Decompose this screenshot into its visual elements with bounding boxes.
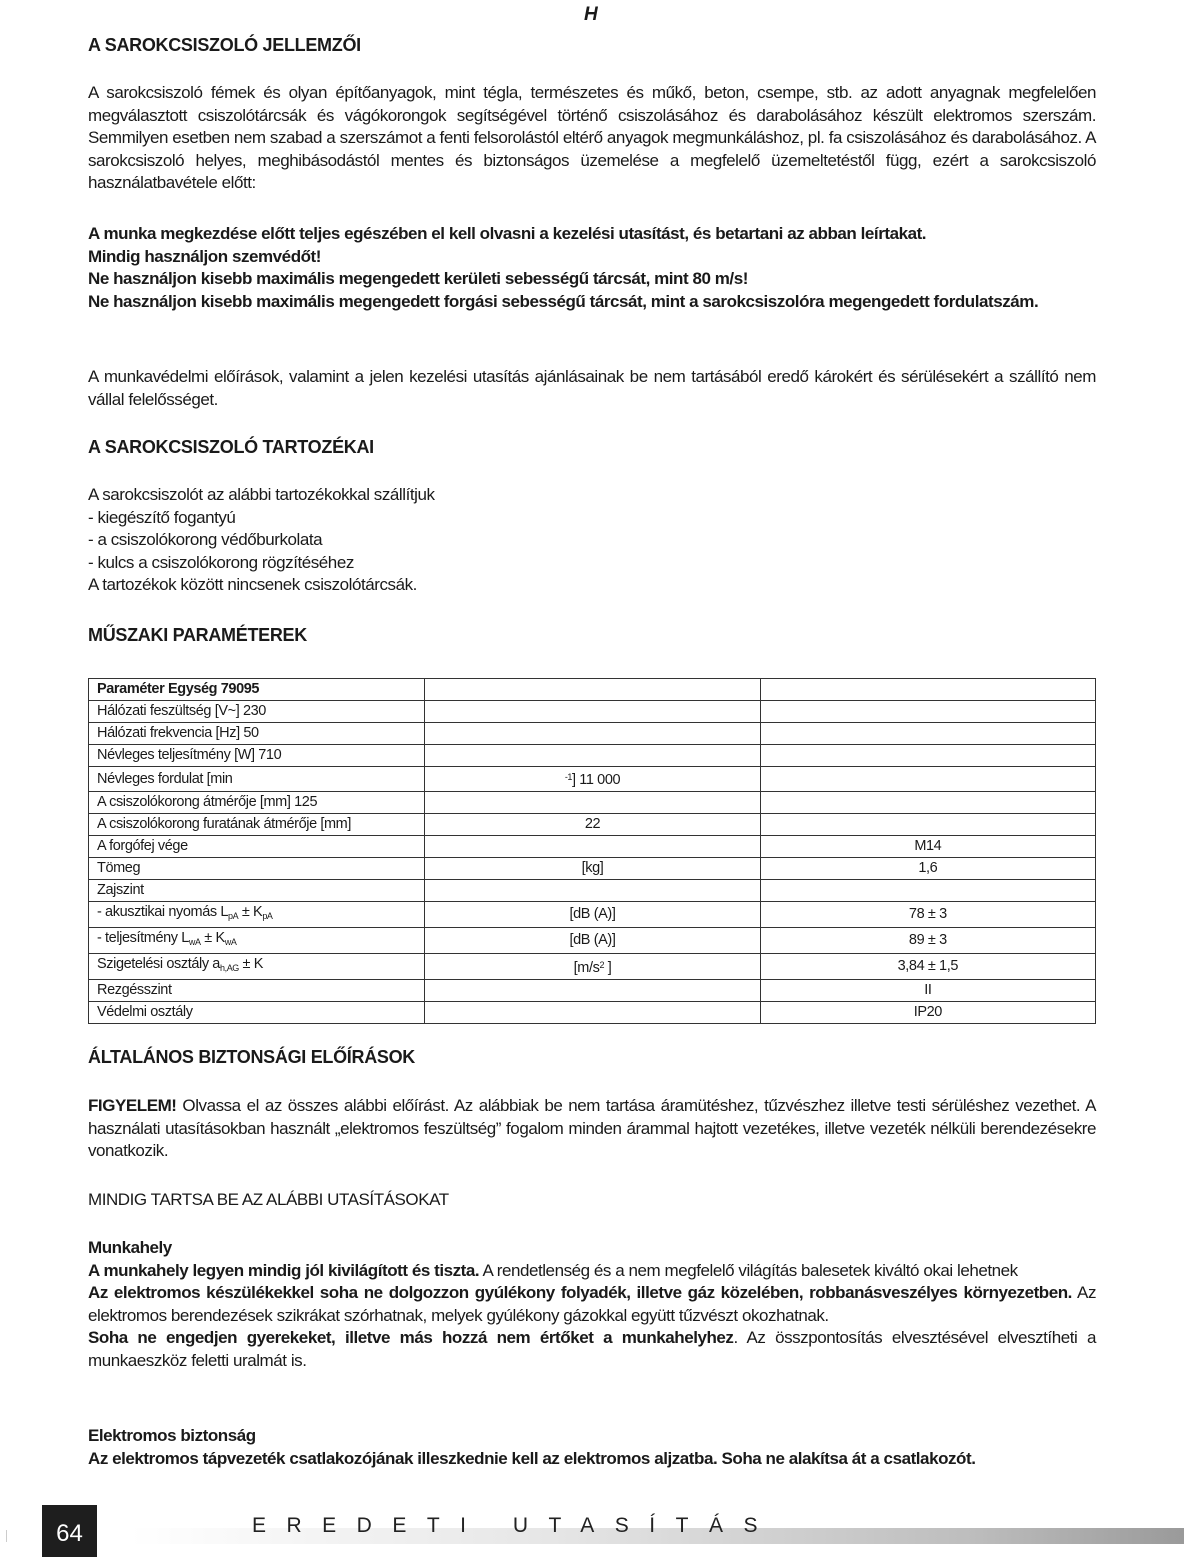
section-heading: A SAROKCSISZOLÓ TARTOZÉKAI xyxy=(88,437,374,457)
text-run: [m/s xyxy=(573,959,600,976)
text-run: - a csiszolókorong védőburkolata xyxy=(88,530,323,549)
table-cell xyxy=(89,928,425,954)
table-cell xyxy=(425,902,760,928)
table-cell xyxy=(89,954,425,980)
table-cell xyxy=(425,980,760,1002)
table-cell xyxy=(760,814,1095,836)
text-run: ± K xyxy=(200,930,225,946)
text-run: M14 xyxy=(914,838,942,854)
text-run: [dB (A)] xyxy=(569,932,616,948)
text-run: ± K xyxy=(238,904,263,920)
text-run: Hálózati frekvencia [Hz] 50 xyxy=(97,725,259,741)
text-run: Zajszint xyxy=(97,882,144,898)
table-cell xyxy=(425,880,760,902)
text-run: [dB (A)] xyxy=(569,906,616,922)
text-run: - akusztikai nyomás L xyxy=(97,904,229,920)
table-row xyxy=(89,902,1096,928)
text-run: 3,84 ± 1,5 xyxy=(897,958,959,974)
bold-text: Ne használjon kisebb maximális megengedett forgási sebességű tárcsát, mint a sarokcsiszolóra megengedett fordulatszám. xyxy=(88,291,1039,311)
text-run: A sarokcsiszoló fémek és olyan építőanyagok, mint tégla, természetes és műkő, beton, csempe, stb. az adott anyagnak megfelelően megválasztott csiszolótárcsák és vágókorongok segítségével történő csiszolásához és darabolásához készült elektromos szerszám. Semmilyen esetben nem szabad a szerszámot a fenti felsorolástól eltérő anyagok megmunkáláshoz, pl. fa csiszolásához és darabolásához. A sarokcsiszoló helyes, meghibásodástól mentes és biztonságos üzemelése a megfelelő üzemeltetéstől függ, ezért a sarokcsiszoló használatbavétele előtt: xyxy=(88,83,1096,192)
text-run: pA xyxy=(262,911,273,921)
table-cell xyxy=(425,701,760,723)
text-run: - teljesítmény L xyxy=(97,930,189,946)
bold-text: Munkahely xyxy=(88,1238,172,1257)
table-cell xyxy=(89,701,425,723)
table-row xyxy=(89,792,1096,814)
table-row xyxy=(89,767,1096,792)
text-run: A csiszolókorong furatának átmérője [mm] xyxy=(97,816,351,832)
text-run: Védelmi osztály xyxy=(97,1004,193,1020)
text-run: 1,6 xyxy=(918,860,938,876)
text-run: 89 ± 3 xyxy=(908,932,947,948)
text-run: Rezgésszint xyxy=(97,982,172,998)
table-row xyxy=(89,858,1096,880)
table-row xyxy=(89,928,1096,954)
table-cell xyxy=(89,745,425,767)
text-run: A rendetlenség és a nem megfelelő világítás balesetek kiváltó okai lehetnek xyxy=(479,1260,1018,1280)
table-cell xyxy=(89,723,425,745)
table-cell xyxy=(760,679,1095,701)
page-number: 64 xyxy=(42,1505,97,1557)
bold-text: A munka megkezdése előtt teljes egészében el kell olvasni a kezelési utasítást, és betartani az abban leírtakat. xyxy=(88,224,927,243)
paragraph xyxy=(88,1425,1096,1470)
table-cell xyxy=(89,767,425,792)
table-cell xyxy=(425,954,760,980)
text-run: Olvassa el az összes alábbi előírást. Az alábbiak be nem tartása áramütéshez, tűzvészhez illetve testi sérüléshez vezethet. A használati utasításokban használt „elektromos feszültség” fogalom minden árammal hajtott vezetékes, illetve vezeték nélküli berendezésekre vonatkozik. xyxy=(88,1096,1096,1160)
text-run: MINDIG TARTSA BE AZ ALÁBBI UTASÍTÁSOKAT xyxy=(88,1190,449,1209)
table-row xyxy=(89,980,1096,1002)
table-cell xyxy=(89,679,425,701)
table-cell xyxy=(760,723,1095,745)
table-cell xyxy=(425,1002,760,1024)
bold-text: Ne használjon kisebb maximális megengedett kerületi sebességű tárcsát, mint 80 m/s! xyxy=(88,269,748,288)
text-run: Az elektromos berendezések szikrákat szórhatnak, melyek gyúlékony gázokkal együtt tűzvészt okozhatnak. xyxy=(88,1283,1096,1325)
table-cell xyxy=(760,880,1095,902)
table-cell xyxy=(425,814,760,836)
table-cell xyxy=(760,980,1095,1002)
table-cell xyxy=(425,767,760,792)
text-run: A forgófej vége xyxy=(97,838,188,854)
table-row xyxy=(89,679,1096,701)
table-cell xyxy=(89,1002,425,1024)
table-cell xyxy=(760,902,1095,928)
text-run: wA xyxy=(224,937,237,947)
paragraph xyxy=(88,1095,1096,1163)
table-row xyxy=(89,836,1096,858)
table-cell xyxy=(425,745,760,767)
bold-text: Paraméter Egység 79095 xyxy=(97,681,260,697)
bold-text: FIGYELEM! xyxy=(88,1096,177,1115)
table-cell xyxy=(425,792,760,814)
table-cell xyxy=(760,836,1095,858)
table-cell xyxy=(760,767,1095,792)
text-run: . Az összpontosítás elvesztésével elvesztíheti a munkaeszköz feletti uralmát is. xyxy=(88,1328,1096,1370)
table-row xyxy=(89,745,1096,767)
bold-text: Az elektromos tápvezeték csatlakozójának illeszkednie kell az elektromos aljzatba. Soha ne alakítsa át a csatlakozót. xyxy=(88,1448,976,1468)
text-run: A sarokcsiszolót az alábbi tartozékokkal szállítjuk xyxy=(88,485,435,504)
section-heading: ÁLTALÁNOS BIZTONSÁGI ELŐÍRÁSOK xyxy=(88,1047,415,1067)
text-run: Tömeg xyxy=(97,860,141,876)
footer-title: EREDETI UTASÍTÁS xyxy=(252,1514,778,1537)
table-row xyxy=(89,954,1096,980)
language-mark: H xyxy=(584,4,598,25)
table-cell xyxy=(89,858,425,880)
margin-mark xyxy=(6,1530,7,1542)
text-run: -1 xyxy=(564,772,573,782)
text-run: h,AG xyxy=(219,963,239,973)
technical-parameters-table xyxy=(88,678,1096,1024)
table-row xyxy=(89,814,1096,836)
table-cell xyxy=(89,902,425,928)
text-run: 22 xyxy=(584,816,601,832)
text-run: [kg] xyxy=(581,860,604,876)
text-run: wA xyxy=(188,937,201,947)
text-run: Hálózati feszültség [V~] 230 xyxy=(97,703,266,719)
text-run: 2 xyxy=(599,959,605,970)
text-run: A tartozékok között nincsenek csiszolótárcsák. xyxy=(88,575,417,594)
text-run: Névleges teljesítmény [W] 710 xyxy=(97,747,282,763)
text-run: ] 11 000 xyxy=(572,772,621,788)
bold-text: Az elektromos készülékekkel soha ne dolgozzon gyúlékony folyadék, illetve gáz közelében, robbanásveszélyes környezetben. xyxy=(88,1283,1072,1302)
text-run: A munkavédelmi előírások, valamint a jelen kezelési utasítás ajánlásainak be nem tartásából eredő károkért és sérülésekért a szállító nem vállal felelősséget. xyxy=(88,367,1096,409)
bold-text: Mindig használjon szemvédőt! xyxy=(88,246,321,266)
text-run: - kiegészítő fogantyú xyxy=(88,507,236,527)
bold-text: Soha ne engedjen gyerekeket, illetve más hozzá nem értőket a munkahelyhez xyxy=(88,1328,734,1347)
table-cell xyxy=(425,836,760,858)
text-run: - kulcs a csiszolókorong rögzítéséhez xyxy=(88,552,354,572)
table-row xyxy=(89,701,1096,723)
text-run: ] xyxy=(604,959,612,976)
paragraph xyxy=(88,82,1096,195)
table-cell xyxy=(760,858,1095,880)
table-cell xyxy=(89,792,425,814)
table-cell xyxy=(425,858,760,880)
text-run: II xyxy=(924,982,932,998)
table-row xyxy=(89,1002,1096,1024)
table-cell xyxy=(425,723,760,745)
paragraph xyxy=(88,223,1096,313)
section-heading: MŰSZAKI PARAMÉTEREK xyxy=(88,625,307,645)
table-cell xyxy=(89,980,425,1002)
text-run: pA xyxy=(228,911,239,921)
table-row xyxy=(89,723,1096,745)
text-run: Névleges fordulat [min xyxy=(97,770,233,787)
table-cell xyxy=(425,928,760,954)
text-run: ± K xyxy=(238,956,263,972)
text-run: IP20 xyxy=(913,1004,942,1020)
paragraph xyxy=(88,484,1096,597)
table-cell xyxy=(89,880,425,902)
paragraph xyxy=(88,1189,1096,1212)
text-run: Szigetelési osztály a xyxy=(97,956,220,972)
text-run: A csiszolókorong átmérője [mm] 125 xyxy=(97,794,318,810)
bold-text: A munkahely legyen mindig jól kivilágított és tiszta. xyxy=(88,1260,480,1280)
section-heading: A SAROKCSISZOLÓ JELLEMZŐI xyxy=(88,35,361,55)
table-cell xyxy=(760,1002,1095,1024)
table-row xyxy=(89,880,1096,902)
table-cell xyxy=(760,928,1095,954)
table-cell xyxy=(760,792,1095,814)
bold-text: Elektromos biztonság xyxy=(88,1426,256,1445)
table-cell xyxy=(760,745,1095,767)
table-cell xyxy=(89,836,425,858)
text-run: 78 ± 3 xyxy=(908,906,947,922)
table-cell xyxy=(760,954,1095,980)
paragraph xyxy=(88,1237,1096,1372)
table-cell xyxy=(89,814,425,836)
table-cell xyxy=(760,701,1095,723)
table-cell xyxy=(425,679,760,701)
paragraph xyxy=(88,366,1096,411)
